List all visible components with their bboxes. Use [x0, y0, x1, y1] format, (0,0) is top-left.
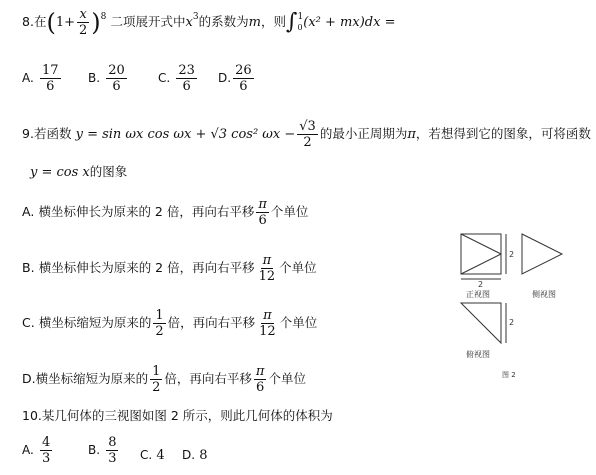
- side-view-diagram: [522, 234, 562, 274]
- q8-text1: 二项展开式中: [110, 14, 186, 29]
- q8-text2: 的系数为: [198, 14, 249, 29]
- q8-int-upper: 1: [297, 12, 304, 22]
- q8-option-c[interactable]: C. $\frac{23}{6}$: [158, 63, 195, 94]
- q9-option-c[interactable]: C. 横坐标缩短为原来的 $\frac{1}{2}$ 倍，再向右平移 $\frac{\pi}{12}$ 个单位: [22, 308, 318, 339]
- q8-option-b[interactable]: B. $\frac{20}{6}$: [88, 63, 125, 94]
- top-view-diagram: [461, 303, 506, 343]
- front-dim-width: 2: [478, 280, 484, 289]
- question-9: [22, 120, 591, 149]
- q8-x3-exp: 3: [192, 12, 199, 22]
- q8-option-a[interactable]: A. $\frac{17}{6}$: [22, 63, 59, 94]
- q9-number: 9.: [22, 126, 34, 141]
- q8-paren-left: (: [46, 8, 56, 37]
- q10-text: 某几何体的三视图如图 2 所示，则此几何体的体积为: [41, 408, 333, 423]
- q8-m: m: [248, 15, 261, 30]
- q8-one-plus: 1+: [55, 15, 75, 30]
- q8-integral: ∫: [285, 9, 298, 35]
- q10-option-c[interactable]: C. 4: [140, 448, 165, 463]
- q9-sqrt3-over-2: $\frac{√3}{2}$: [299, 119, 316, 150]
- q10-number: 10.: [22, 408, 42, 423]
- q8-option-d[interactable]: D. $\frac{26}{6}$: [218, 63, 252, 94]
- q10-option-b[interactable]: B. $\frac{8}{3}$: [88, 435, 117, 466]
- side-view-label: 侧视图: [532, 290, 556, 299]
- front-dim-height: 2: [509, 250, 515, 259]
- q8-exponent: 8: [100, 12, 107, 22]
- q10-option-d[interactable]: D. 8: [182, 448, 208, 463]
- q9-text2: ，若想得到它的图象，可将函数: [415, 126, 591, 141]
- q9-formula: y = sin ωx cos ωx + √3 cos² ωx −: [75, 127, 296, 142]
- question-8: [22, 8, 395, 37]
- question-10: [22, 410, 333, 423]
- q8-prefix: 在: [33, 14, 47, 29]
- q8-paren-right: ): [91, 8, 101, 37]
- q9-option-d[interactable]: D.横坐标缩短为原来的 $\frac{1}{2}$ 倍，再向右平移 $\frac{\pi}{6}$ 个单位: [22, 364, 306, 395]
- q10-option-a[interactable]: A. $\frac{4}{3}$: [22, 435, 51, 466]
- q9-text1: 的最小正周期为: [319, 126, 408, 141]
- top-view-label: 俯视图: [466, 350, 490, 359]
- q8-fraction: $\frac{x}{2}$: [79, 7, 88, 38]
- top-dim-height: 2: [509, 318, 515, 327]
- q9-option-a[interactable]: A. 横坐标伸长为原来的 2 倍，再向右平移 $\frac{\pi}{6}$ 个单位: [22, 197, 309, 228]
- q8-x3-base: x: [185, 15, 193, 30]
- three-view-figure: [452, 225, 582, 385]
- q9-cosx: y = cos x: [30, 165, 90, 180]
- q8-int-lower: 0: [297, 23, 303, 32]
- q8-text3: ，则: [260, 14, 286, 29]
- q8-integrand: (x² + mx)dx =: [303, 15, 396, 30]
- q9-line2: [30, 166, 127, 179]
- front-view-diagram: [461, 234, 506, 279]
- q9-line2-text: 的图象: [89, 164, 128, 179]
- q8-number: 8.: [22, 14, 34, 29]
- figure-caption: 图 2: [502, 371, 516, 379]
- q9-option-b[interactable]: B. 横坐标伸长为原来的 2 倍，再向右平移 $\frac{\pi}{12}$ 个单位: [22, 253, 317, 284]
- q9-prefix: 若函数: [33, 126, 72, 141]
- q9-pi: π: [407, 127, 416, 142]
- front-view-label: 正视图: [466, 290, 490, 299]
